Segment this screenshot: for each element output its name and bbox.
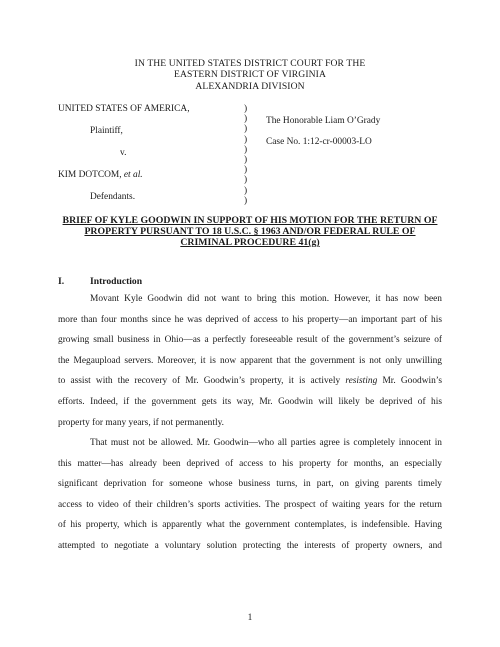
text-line: growing small business in Ohio—as a perfectly foreseeable result of the government’s seizure of: [58, 335, 442, 346]
paren: ): [244, 144, 248, 155]
court-line-2: EASTERN DISTRICT OF VIRGINIA: [174, 69, 326, 81]
paren: ): [244, 124, 248, 135]
defendant-name-text: KIM DOTCOM,: [58, 170, 122, 180]
title-line-1: BRIEF OF KYLE GOODWIN IN SUPPORT OF HIS MOTION FOR THE RETURN OF: [62, 215, 438, 226]
text-line: property for many years, if not permanently.: [58, 417, 225, 428]
title-line-2: PROPERTY PURSUANT TO 18 U.S.C. § 1963 AND/OR FEDERAL RULE OF: [84, 226, 416, 237]
section-heading: [58, 276, 142, 287]
defendant-role: Defendants.: [90, 192, 136, 202]
case-caption: [58, 104, 448, 208]
text-span: Mr. Goodwin’s: [382, 376, 443, 387]
paren: ): [244, 185, 248, 196]
text-line: significant deprivation for someone whose business turns, in part, on giving parents timely: [58, 479, 442, 490]
paren: ): [244, 195, 248, 206]
paren: ): [244, 114, 248, 125]
paragraph-1: [58, 293, 442, 437]
judge-name: The Honorable Liam O’Grady: [266, 116, 381, 126]
paragraph-2: [58, 437, 442, 561]
paren: ): [244, 165, 248, 176]
versus-label: v.: [120, 148, 127, 158]
text-line: this matter—has already been deprived of access to his property for months, an especially: [58, 458, 442, 469]
plaintiff-name: UNITED STATES OF AMERICA,: [58, 104, 190, 114]
section-title: Introduction: [90, 276, 143, 287]
text-line: efforts. Indeed, if the government gets its way, Mr. Goodwin will likely be deprived of his: [58, 396, 442, 407]
paren: ): [244, 134, 248, 145]
text-line: more than four months since he was deprived of access to his property—an important part of his: [58, 314, 442, 325]
text-span: to assist with the recovery of Mr. Goodwin’s property, it is actively: [58, 376, 341, 387]
text-line: [58, 375, 442, 396]
defendant-etal: et al.: [123, 170, 143, 180]
court-heading: [0, 58, 500, 92]
brief-title: [40, 215, 460, 248]
plaintiff-role: Plaintiff,: [90, 126, 123, 136]
text-line: the Megaupload servers. Moreover, it is now apparent that the government is not only unwilling: [58, 355, 442, 366]
text-line: attempted to negotiate a voluntary solution protecting the interests of property owners, and: [58, 540, 442, 551]
paren: ): [244, 175, 248, 186]
section-number: I.: [58, 276, 65, 287]
case-number: Case No. 1:12-cr-00003-LO: [266, 137, 372, 147]
title-line-3: CRIMINAL PROCEDURE 41(g): [180, 237, 320, 248]
defendant-name: [58, 170, 143, 180]
court-line-3: ALEXANDRIA DIVISION: [195, 80, 305, 92]
caption-parentheses: [244, 104, 252, 206]
court-line-1: IN THE UNITED STATES DISTRICT COURT FOR THE: [134, 58, 366, 69]
text-line: That must not be allowed. Mr. Goodwin—who all parties agree is completely innocent in: [90, 438, 442, 448]
emphasis-text: resisting: [345, 376, 378, 387]
text-line: Movant Kyle Goodwin did not want to bring this motion. However, it has now been: [90, 294, 442, 304]
paren: ): [244, 104, 248, 114]
paren: ): [244, 154, 248, 165]
text-line: of his property, which is apparently what the government contemplates, is indefensible. Having: [58, 520, 442, 531]
text-line: access to video of their children’s sports activities. The prospect of waiting years for the return: [58, 499, 442, 510]
page-number: 1: [247, 613, 253, 623]
